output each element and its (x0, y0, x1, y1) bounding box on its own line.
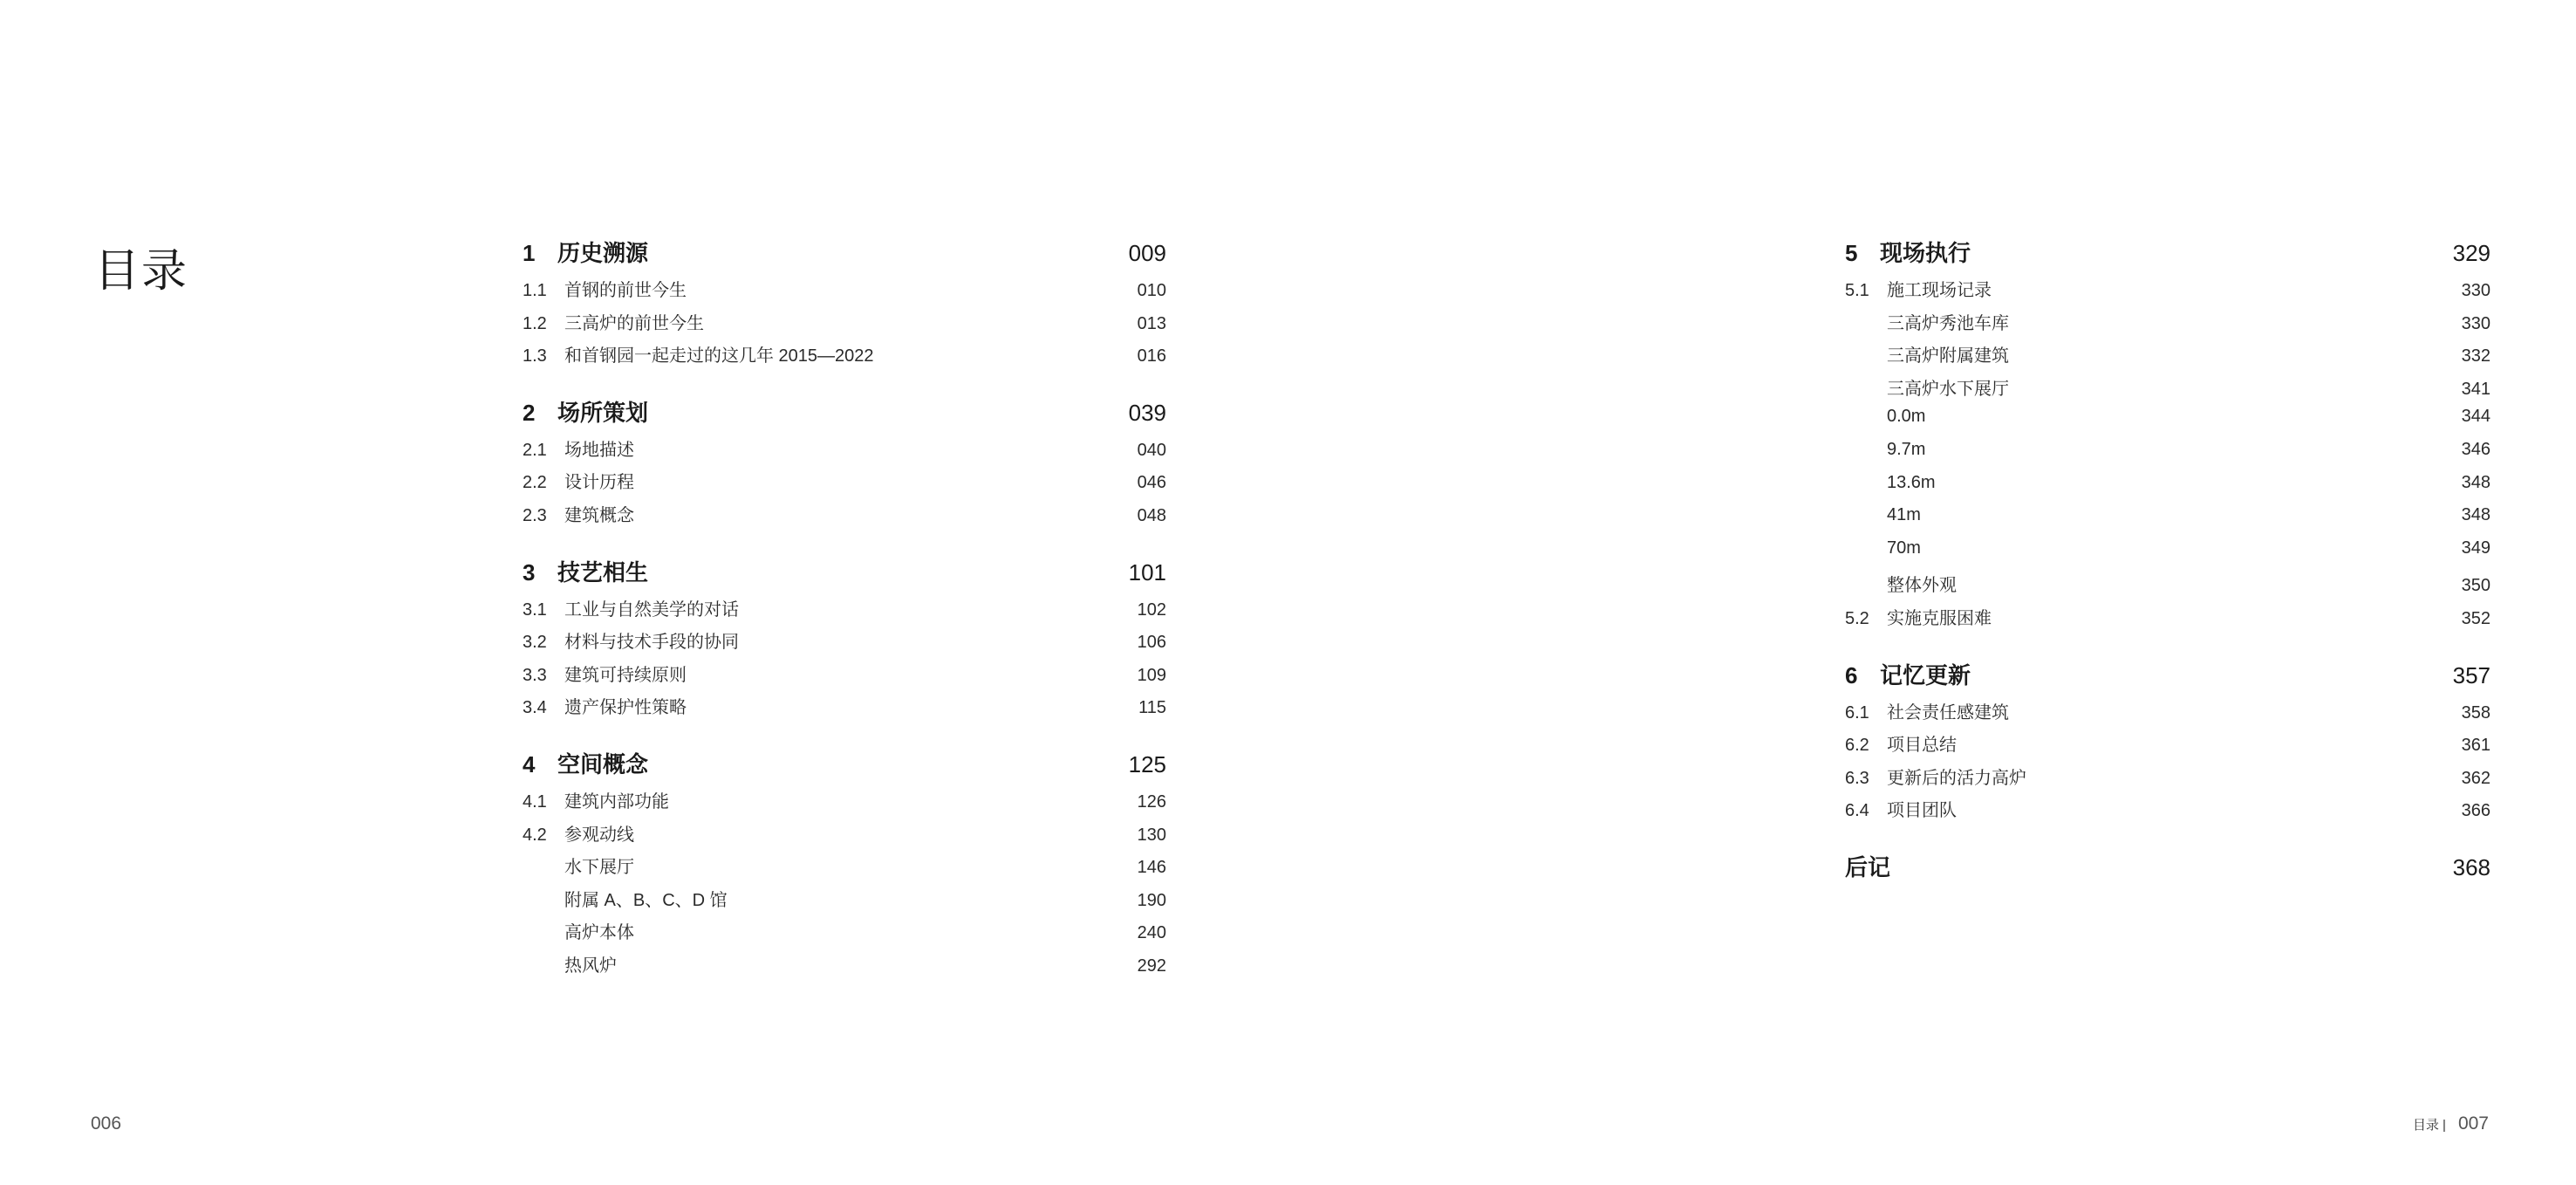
entry-page: 330 (2461, 281, 2491, 300)
entry-title: 和首钢园一起走过的这几年 2015—2022 (564, 346, 874, 366)
entry-title: 建筑概念 (564, 505, 634, 525)
entry-page: 190 (1137, 890, 1166, 910)
toc-entry[interactable] (523, 276, 1166, 309)
toc-entry[interactable] (523, 341, 1166, 374)
toc-section[interactable] (523, 747, 1166, 784)
toc-entry[interactable] (523, 309, 1166, 342)
entry-page: 348 (2461, 472, 2491, 492)
entry-page: 109 (1137, 665, 1166, 685)
toc-entry[interactable] (1845, 796, 2491, 829)
entry-page: 349 (2461, 538, 2491, 558)
toc-entry[interactable] (1845, 730, 2491, 764)
entry-page: 102 (1137, 599, 1166, 620)
entry-title: 施工现场记录 (1887, 281, 1992, 300)
section-gap (1845, 637, 2491, 658)
entry-page: 240 (1137, 923, 1166, 943)
entry-number: 1.3 (523, 346, 547, 366)
entry-page: 146 (1137, 858, 1166, 878)
entry-title: 参观动线 (564, 825, 634, 845)
entry-title: 水下展厅 (564, 858, 634, 878)
entry-number: 6.3 (1845, 768, 1869, 788)
toc-entry[interactable] (523, 886, 1166, 919)
entry-page: 292 (1137, 956, 1166, 976)
entry-number: 5.2 (1845, 608, 1869, 628)
entry-number: 5.1 (1845, 281, 1869, 300)
section-number: 3 (523, 558, 536, 586)
entry-title: 9.7m (1887, 439, 1926, 459)
toc-entry[interactable] (523, 853, 1166, 886)
entry-title: 工业与自然美学的对话 (564, 599, 739, 620)
section-number: 1 (523, 240, 536, 266)
entry-number: 1.2 (523, 313, 547, 333)
entry-title: 高炉本体 (564, 923, 634, 943)
entry-page: 126 (1137, 791, 1166, 812)
entry-title: 场地描述 (564, 440, 634, 460)
entry-title: 0.0m (1887, 407, 1926, 427)
section-title: 记忆更新 (1880, 661, 1971, 688)
entry-page: 046 (1137, 473, 1166, 493)
section-number: 4 (523, 750, 536, 777)
entry-title: 项目总结 (1887, 736, 1957, 756)
toc-entry[interactable] (1845, 374, 2491, 408)
section-gap (1845, 829, 2491, 850)
section-page: 009 (1128, 240, 1166, 266)
toc-section[interactable] (1845, 850, 2491, 887)
toc-entry[interactable] (523, 468, 1166, 501)
entry-page: 344 (2461, 407, 2491, 427)
entry-number: 6.1 (1845, 702, 1869, 723)
entry-page: 361 (2461, 736, 2491, 756)
entry-number: 3.1 (523, 599, 547, 620)
toc-entry[interactable] (1845, 309, 2491, 342)
running-header: 目录 | (2412, 1118, 2446, 1133)
entry-title: 三高炉水下展厅 (1887, 379, 2009, 399)
entry-page: 346 (2461, 439, 2491, 459)
entry-title: 三高炉的前世今生 (564, 313, 704, 333)
toc-entry[interactable] (1845, 276, 2491, 309)
entry-page: 352 (2461, 608, 2491, 628)
entry-page: 350 (2461, 576, 2491, 596)
toc-entry[interactable] (523, 787, 1166, 820)
section-title: 后记 (1845, 853, 1891, 880)
toc-section[interactable] (523, 236, 1166, 272)
toc-entry[interactable] (1845, 473, 2491, 506)
section-gap (523, 534, 1166, 555)
entry-title: 社会责任感建筑 (1887, 702, 2009, 723)
entry-page: 366 (2461, 801, 2491, 821)
toc-entry[interactable] (523, 918, 1166, 951)
entry-title: 实施克服困难 (1887, 608, 1992, 628)
toc-right-column (1845, 236, 2491, 887)
entry-number: 6.2 (1845, 736, 1869, 756)
toc-entry[interactable] (1845, 505, 2491, 538)
entry-page: 358 (2461, 702, 2491, 723)
page-title: 目录 (94, 246, 189, 297)
toc-entry[interactable] (523, 661, 1166, 694)
entry-page: 016 (1137, 346, 1166, 366)
toc-entry[interactable] (1845, 764, 2491, 797)
entry-number: 4.2 (523, 825, 547, 845)
entry-page: 115 (1138, 698, 1166, 718)
entry-page: 048 (1137, 505, 1166, 525)
section-title: 空间概念 (557, 750, 649, 777)
section-number: 6 (1845, 661, 1858, 688)
entry-number: 3.4 (523, 698, 547, 718)
entry-title: 设计历程 (564, 473, 634, 493)
entry-number: 2.2 (523, 473, 547, 493)
entry-number: 3.3 (523, 665, 547, 685)
toc-entry[interactable] (1845, 341, 2491, 374)
toc-section[interactable] (1845, 236, 2491, 272)
entry-title: 70m (1887, 538, 1921, 558)
entry-title: 三高炉附属建筑 (1887, 346, 2009, 366)
entry-page: 341 (2461, 379, 2491, 399)
entry-title: 遗产保护性策略 (564, 698, 687, 718)
toc-entry[interactable] (523, 627, 1166, 661)
entry-page: 040 (1137, 440, 1166, 460)
toc-section[interactable] (1845, 658, 2491, 695)
entry-number: 3.2 (523, 633, 547, 653)
section-title: 技艺相生 (557, 558, 649, 586)
entry-page: 332 (2461, 346, 2491, 366)
section-gap (523, 374, 1166, 395)
entry-page: 130 (1137, 825, 1166, 845)
section-page: 329 (2452, 240, 2491, 266)
entry-title: 三高炉秀池车库 (1887, 313, 2009, 333)
toc-entry[interactable] (523, 693, 1166, 726)
entry-title: 首钢的前世今生 (564, 281, 687, 300)
entry-page: 010 (1137, 281, 1166, 300)
entry-title: 整体外观 (1887, 576, 1957, 596)
section-page: 357 (2452, 661, 2491, 688)
footer-right (2413, 1113, 2489, 1134)
entry-number: 1.1 (523, 281, 547, 300)
entry-page: 013 (1137, 313, 1166, 333)
toc-entry[interactable] (1845, 604, 2491, 637)
toc-entry[interactable] (523, 435, 1166, 469)
entry-title: 13.6m (1887, 472, 1936, 492)
entry-number: 4.1 (523, 791, 547, 812)
entry-title: 项目团队 (1887, 801, 1957, 821)
section-title: 现场执行 (1880, 240, 1971, 266)
section-title: 历史溯源 (557, 240, 649, 266)
entry-number: 2.3 (523, 505, 547, 525)
toc-entry[interactable] (1845, 440, 2491, 473)
section-page: 125 (1128, 750, 1166, 777)
entry-page: 330 (2461, 313, 2491, 333)
entry-title: 建筑内部功能 (564, 791, 669, 812)
entry-page: 348 (2461, 505, 2491, 525)
toc-entry[interactable] (523, 501, 1166, 534)
section-number: 5 (1845, 240, 1858, 266)
section-page: 101 (1128, 558, 1166, 586)
entry-title: 热风炉 (564, 956, 617, 976)
section-title: 场所策划 (557, 399, 649, 426)
entry-title: 41m (1887, 505, 1921, 525)
page-number-right: 007 (2457, 1113, 2489, 1134)
section-page: 368 (2452, 853, 2491, 880)
entry-number: 6.4 (1845, 801, 1869, 821)
page-number-left: 006 (91, 1113, 122, 1134)
toc-entry[interactable] (1845, 407, 2491, 440)
entry-page: 362 (2461, 768, 2491, 788)
section-page: 039 (1128, 399, 1166, 426)
toc-section[interactable] (523, 395, 1166, 432)
toc-left-column (523, 236, 1166, 984)
toc-section[interactable] (523, 555, 1166, 592)
entry-title: 建筑可持续原则 (564, 665, 687, 685)
entry-title: 材料与技术手段的协同 (564, 633, 739, 653)
entry-page: 106 (1137, 633, 1166, 653)
toc-entry[interactable] (523, 595, 1166, 628)
toc-entry[interactable] (1845, 571, 2491, 604)
entry-number: 2.1 (523, 440, 547, 460)
section-number: 2 (523, 399, 536, 426)
entry-title: 更新后的活力高炉 (1887, 768, 2026, 788)
toc-entry[interactable] (1845, 698, 2491, 731)
toc-entry[interactable] (523, 820, 1166, 853)
toc-entry[interactable] (523, 951, 1166, 984)
toc-entry[interactable] (1845, 538, 2491, 572)
entry-title: 附属 A、B、C、D 馆 (564, 890, 728, 910)
section-gap (523, 726, 1166, 747)
